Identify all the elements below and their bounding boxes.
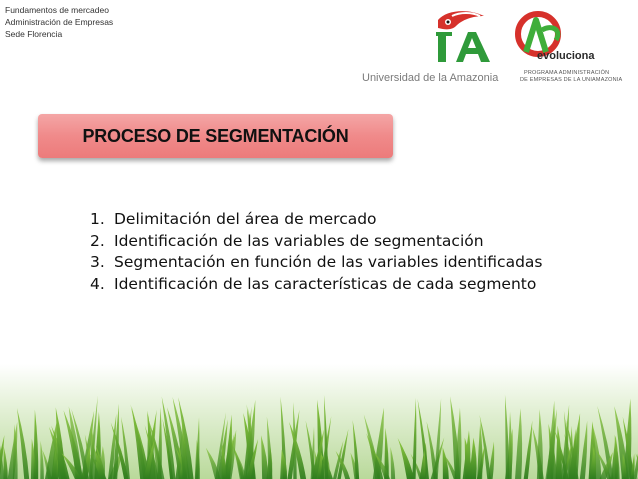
step-number: 3.: [90, 253, 105, 271]
evoluciona-label: evoluciona: [537, 50, 595, 62]
title-box: [38, 114, 393, 158]
logos-area: [356, 8, 636, 88]
step-text: Delimitación del área de mercado: [114, 210, 377, 228]
course-name: Fundamentos de mercadeo: [5, 5, 109, 15]
step-number: 2.: [90, 231, 105, 250]
list-item: [90, 231, 550, 253]
list-item: [90, 274, 550, 296]
steps-list: [90, 209, 550, 295]
step-number: 4.: [90, 274, 105, 293]
program-label-2: DE EMPRESAS DE LA UNIAMAZONIA: [520, 77, 623, 83]
step-number: 1.: [90, 210, 105, 228]
campus-name: Sede Florencia: [5, 29, 63, 39]
step-text: Identificación de las características de cada segmento: [114, 274, 537, 293]
university-name: Universidad de la Amazonia: [362, 72, 499, 84]
step-text: Segmentación en función de las variables identificadas: [114, 253, 543, 271]
program-label-1: PROGRAMA ADMINISTRACIÓN: [524, 70, 610, 76]
grass-decoration-icon: [0, 364, 638, 479]
step-text: Identificación de las variables de segmentación: [114, 231, 484, 250]
list-item: [90, 209, 550, 231]
list-item: [90, 252, 550, 274]
toucan-logo-icon: [356, 8, 506, 70]
program-name: Administración de Empresas: [5, 17, 114, 27]
course-header: [5, 4, 113, 40]
slide-title: PROCESO DE SEGMENTACIÓN: [82, 125, 349, 146]
